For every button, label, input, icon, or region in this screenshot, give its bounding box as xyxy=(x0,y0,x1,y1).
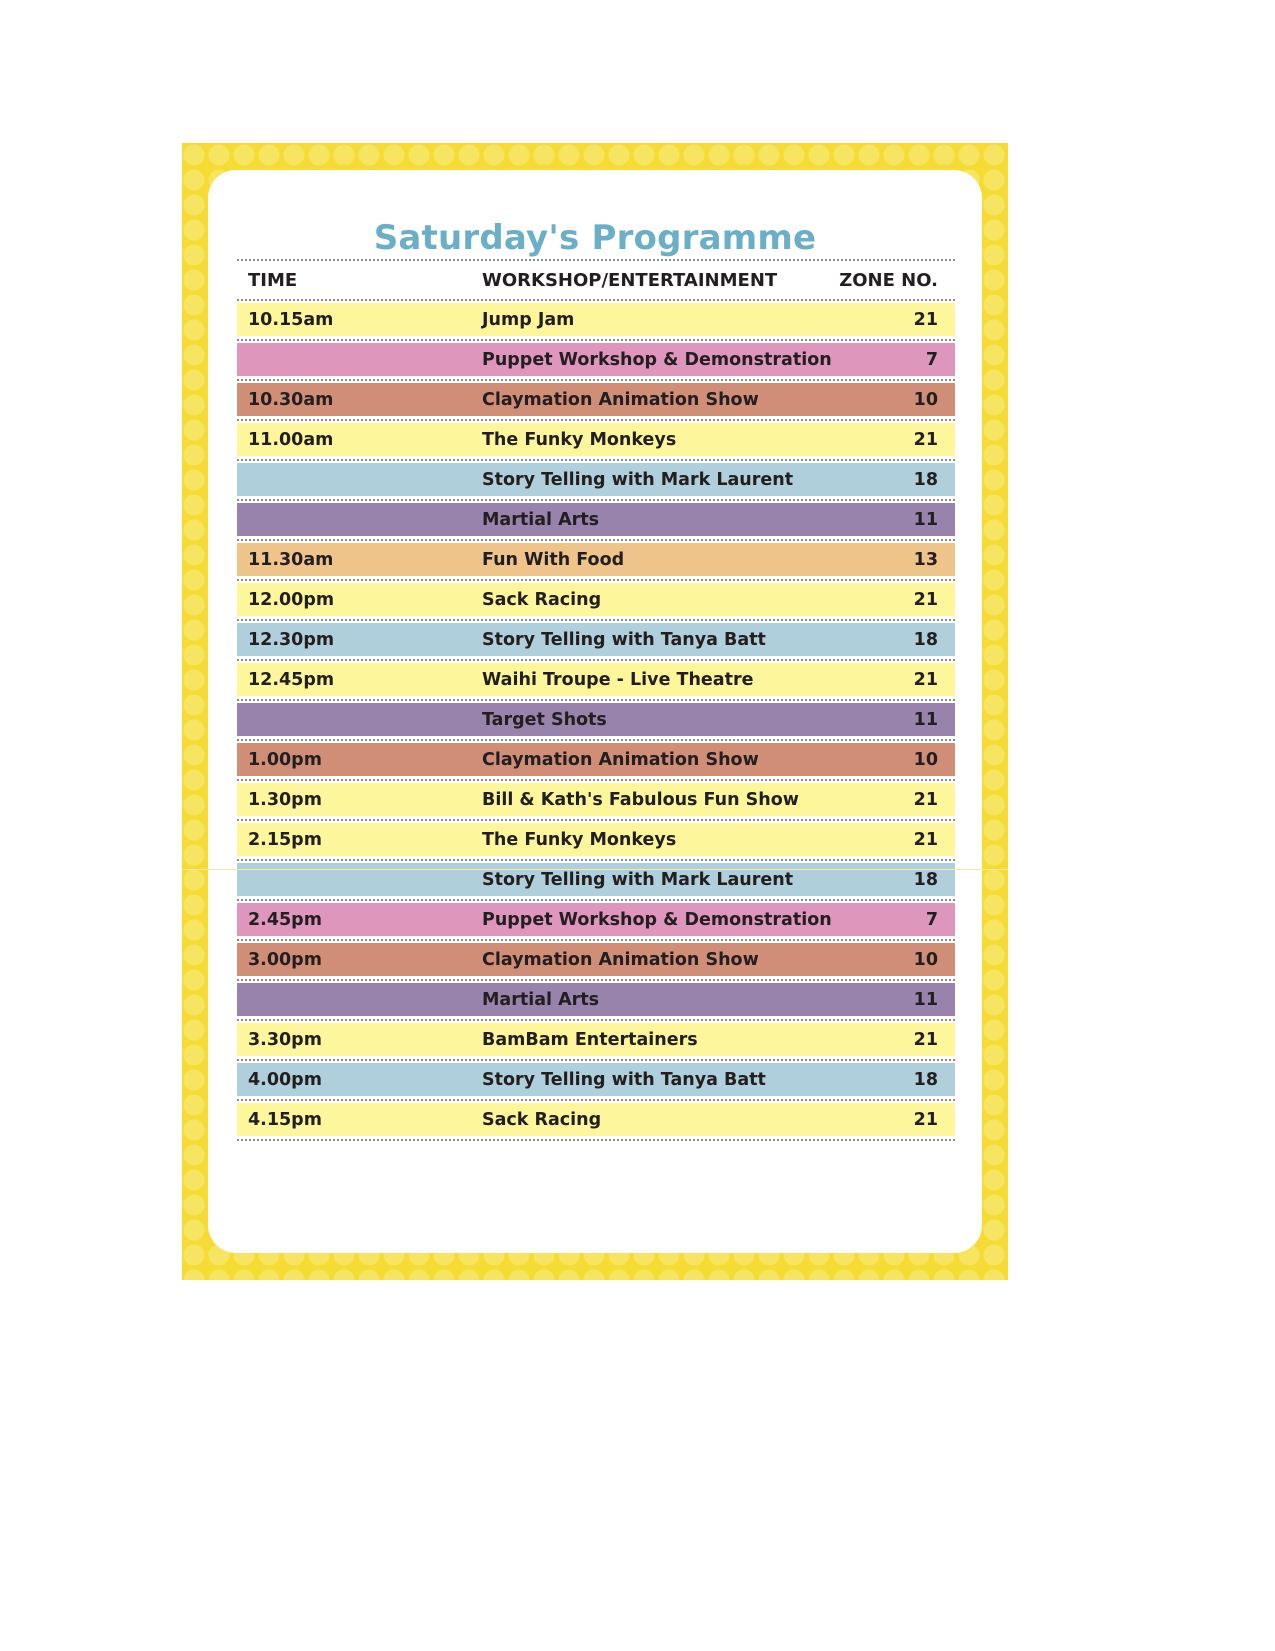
zone-cell: 18 xyxy=(913,1069,938,1090)
divider xyxy=(237,619,955,621)
divider xyxy=(237,939,955,941)
zone-cell: 10 xyxy=(913,749,938,770)
divider xyxy=(237,339,955,341)
activity-cell: Target Shots xyxy=(482,709,607,730)
table-row xyxy=(237,1063,955,1096)
zone-cell: 21 xyxy=(913,1029,938,1050)
table-header xyxy=(237,261,955,299)
activity-cell: Jump Jam xyxy=(482,309,575,330)
divider xyxy=(237,539,955,541)
time-cell: 4.15pm xyxy=(248,1109,322,1130)
divider xyxy=(237,499,955,501)
divider xyxy=(237,1059,955,1061)
zone-cell: 10 xyxy=(913,949,938,970)
table-row xyxy=(237,583,955,616)
table-row xyxy=(237,743,955,776)
activity-cell: Story Telling with Tanya Batt xyxy=(482,1069,766,1090)
zone-cell: 11 xyxy=(913,509,938,530)
activity-cell: Fun With Food xyxy=(482,549,625,570)
activity-cell: Sack Racing xyxy=(482,1109,602,1130)
header-activity: WORKSHOP/ENTERTAINMENT xyxy=(482,269,778,291)
zone-cell: 18 xyxy=(913,869,938,890)
zone-cell: 11 xyxy=(913,709,938,730)
zone-cell: 21 xyxy=(913,829,938,850)
table-row xyxy=(237,463,955,496)
divider xyxy=(237,779,955,781)
divider xyxy=(237,859,955,861)
divider xyxy=(237,659,955,661)
table-row xyxy=(237,343,955,376)
time-cell: 3.00pm xyxy=(248,949,322,970)
time-cell: 4.00pm xyxy=(248,1069,322,1090)
scan-line-artifact xyxy=(182,869,1008,870)
divider xyxy=(237,819,955,821)
table-row xyxy=(237,863,955,896)
activity-cell: Puppet Workshop & Demonstration xyxy=(482,349,832,370)
divider xyxy=(237,699,955,701)
table-row xyxy=(237,663,955,696)
activity-cell: Story Telling with Mark Laurent xyxy=(482,869,794,890)
activity-cell: Bill & Kath's Fabulous Fun Show xyxy=(482,789,799,810)
divider xyxy=(237,299,955,301)
divider xyxy=(237,1099,955,1101)
divider xyxy=(237,1139,955,1141)
zone-cell: 11 xyxy=(913,989,938,1010)
activity-cell: Martial Arts xyxy=(482,989,600,1010)
divider xyxy=(237,1019,955,1021)
zone-cell: 21 xyxy=(913,309,938,330)
activity-cell: Story Telling with Tanya Batt xyxy=(482,629,766,650)
time-cell: 11.30am xyxy=(248,549,334,570)
activity-cell: BamBam Entertainers xyxy=(482,1029,698,1050)
time-cell: 1.30pm xyxy=(248,789,322,810)
time-cell: 12.45pm xyxy=(248,669,335,690)
table-row xyxy=(237,303,955,336)
table-row xyxy=(237,623,955,656)
zone-cell: 7 xyxy=(925,349,938,370)
divider xyxy=(237,579,955,581)
divider xyxy=(237,739,955,741)
zone-cell: 18 xyxy=(913,629,938,650)
time-cell: 12.30pm xyxy=(248,629,335,650)
table-row xyxy=(237,983,955,1016)
table-row xyxy=(237,823,955,856)
polka-dot-frame xyxy=(182,143,1008,1280)
time-cell: 1.00pm xyxy=(248,749,322,770)
table-row xyxy=(237,423,955,456)
zone-cell: 18 xyxy=(913,469,938,490)
time-cell: 11.00am xyxy=(248,429,334,450)
page-title: Saturday's Programme xyxy=(373,218,817,258)
activity-cell: Claymation Animation Show xyxy=(482,949,759,970)
table-row xyxy=(237,703,955,736)
zone-cell: 21 xyxy=(913,429,938,450)
zone-cell: 13 xyxy=(913,549,938,570)
activity-cell: Puppet Workshop & Demonstration xyxy=(482,909,832,930)
table-row xyxy=(237,383,955,416)
programme-table xyxy=(237,259,955,1141)
divider xyxy=(237,899,955,901)
divider xyxy=(237,419,955,421)
zone-cell: 10 xyxy=(913,389,938,410)
time-cell: 10.15am xyxy=(248,309,334,330)
table-row xyxy=(237,943,955,976)
table-row xyxy=(237,1103,955,1136)
activity-cell: Waihi Troupe - Live Theatre xyxy=(482,669,754,690)
table-row xyxy=(237,1023,955,1056)
activity-cell: Claymation Animation Show xyxy=(482,389,759,410)
table-row xyxy=(237,903,955,936)
table-body xyxy=(237,303,955,1141)
divider xyxy=(237,459,955,461)
activity-cell: Martial Arts xyxy=(482,509,600,530)
zone-cell: 7 xyxy=(925,909,938,930)
divider xyxy=(237,379,955,381)
time-cell: 2.15pm xyxy=(248,829,322,850)
activity-cell: Claymation Animation Show xyxy=(482,749,759,770)
table-row xyxy=(237,503,955,536)
activity-cell: Sack Racing xyxy=(482,589,602,610)
activity-cell: Story Telling with Mark Laurent xyxy=(482,469,794,490)
zone-cell: 21 xyxy=(913,669,938,690)
time-cell: 10.30am xyxy=(248,389,334,410)
header-zone: ZONE NO. xyxy=(839,269,938,291)
programme-card xyxy=(208,170,982,1253)
divider xyxy=(237,979,955,981)
activity-cell: The Funky Monkeys xyxy=(482,829,677,850)
time-cell: 3.30pm xyxy=(248,1029,322,1050)
header-time: TIME xyxy=(248,269,298,291)
time-cell: 12.00pm xyxy=(248,589,335,610)
zone-cell: 21 xyxy=(913,589,938,610)
activity-cell: The Funky Monkeys xyxy=(482,429,677,450)
zone-cell: 21 xyxy=(913,1109,938,1130)
time-cell: 2.45pm xyxy=(248,909,322,930)
table-row xyxy=(237,783,955,816)
table-row xyxy=(237,543,955,576)
zone-cell: 21 xyxy=(913,789,938,810)
